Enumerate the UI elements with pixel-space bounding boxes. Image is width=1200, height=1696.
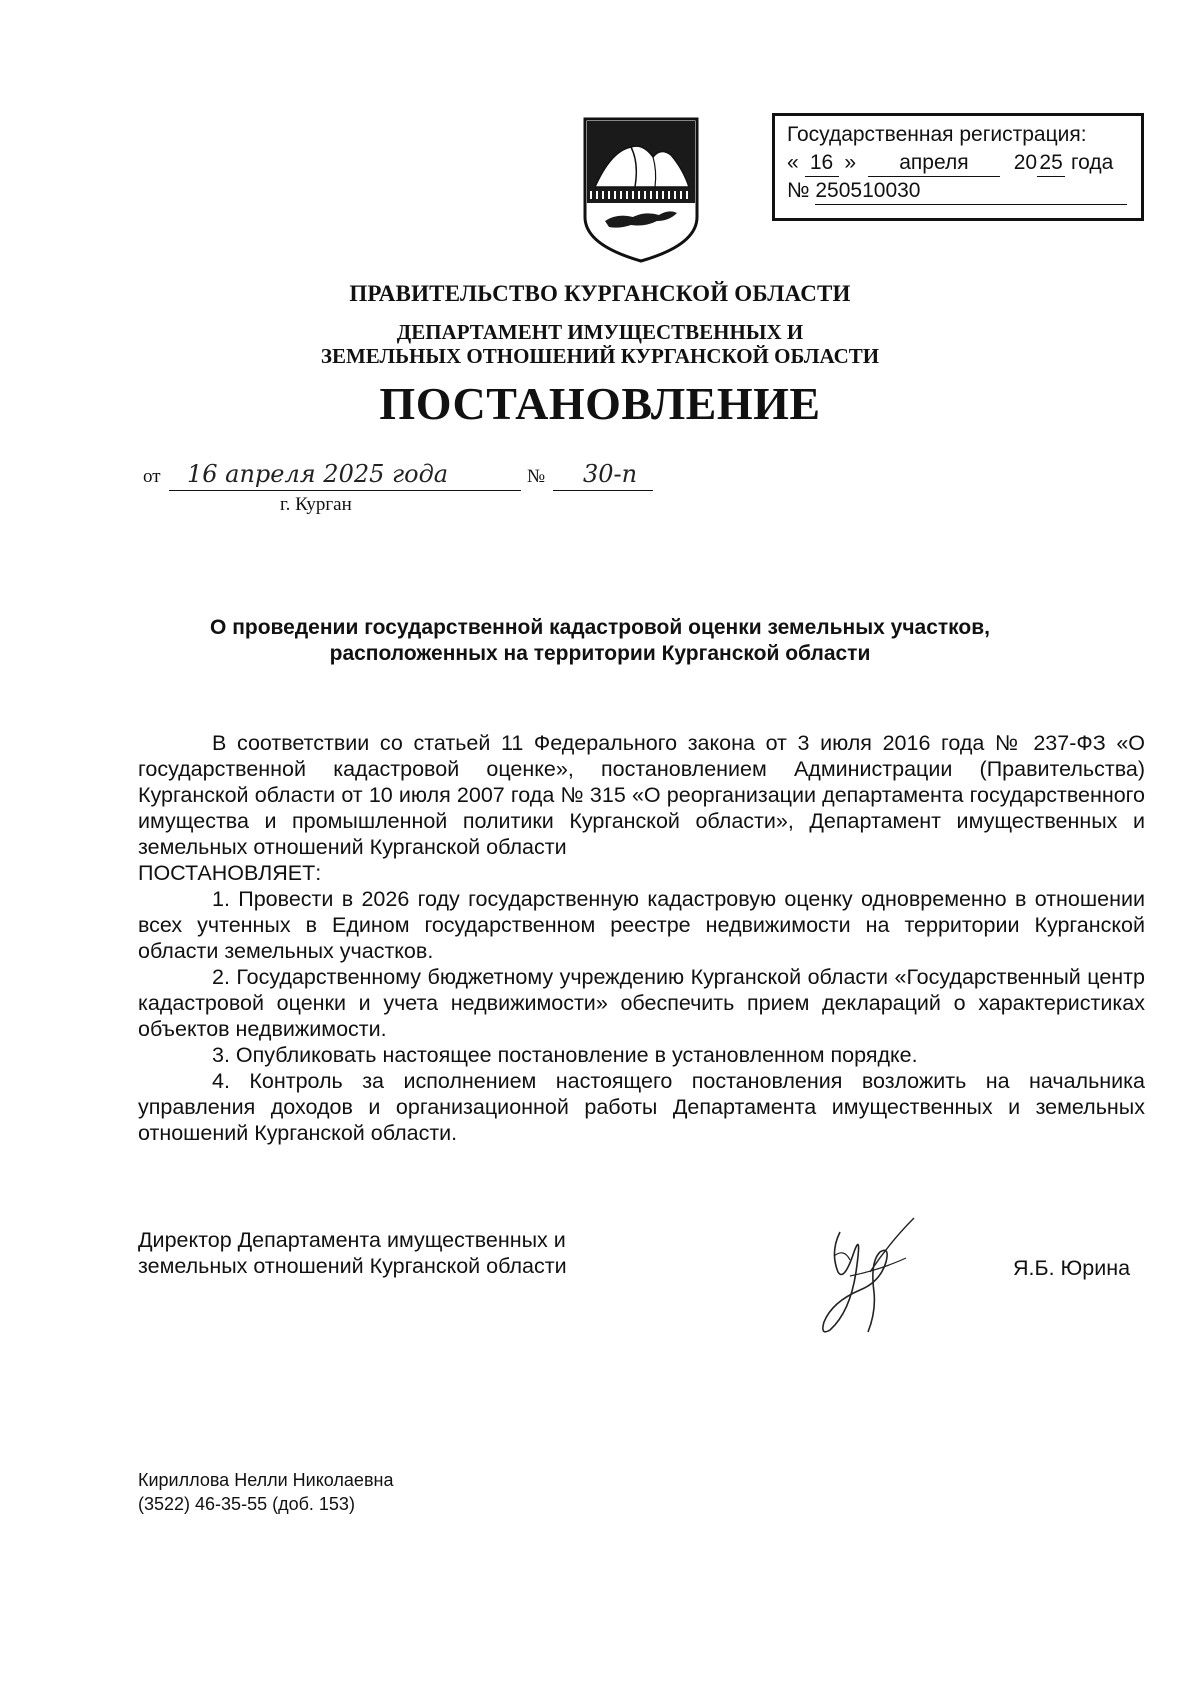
decree-item-3: 3. Опубликовать настоящее постановление в установленном порядке. bbox=[212, 1043, 918, 1067]
registration-day-open-quote: « bbox=[787, 151, 799, 174]
contact-person-name: Кириллова Нелли Николаевна bbox=[138, 1470, 394, 1490]
contact-phone: (3522) 46-35-55 (доб. 153) bbox=[138, 1494, 355, 1514]
handwritten-date: 16 апреля 2025 года bbox=[187, 460, 449, 488]
registration-number-line bbox=[787, 178, 1137, 204]
registration-year-suffix: 25 bbox=[1037, 150, 1065, 177]
signatory-position-line2: земельных отношений Курганской области bbox=[138, 1254, 567, 1278]
registration-year-prefix: 20 bbox=[1013, 151, 1038, 174]
handwritten-number: 30-п bbox=[583, 460, 638, 488]
number-underline bbox=[553, 490, 653, 491]
document-body bbox=[138, 730, 1145, 1146]
preamble-paragraph: В соответствии со статьей 11 Федерального закона от 3 июля 2016 года № 237-ФЗ «О государственной кадастровой оценке», постановлением Администрации (Правительства) Курганской области от 10 июля 2007 года № 315 «О реорганизации департамента государственного имущества и промышленной политики Курганской области», Департамент имущественных и земельных отношений Курганской области bbox=[138, 731, 1145, 859]
decree-item-1: 1. Провести в 2026 году государственную кадастровую оценку одновременно в отношении всех учтенных в Едином государственном реестре недвижимости на территории Курганской области земельных участков. bbox=[138, 887, 1145, 963]
registration-month: апреля bbox=[868, 150, 1000, 177]
date-number-line bbox=[143, 460, 663, 500]
document-type-heading: ПОСТАНОВЛЕНИЕ bbox=[379, 378, 821, 429]
registration-year-word: года bbox=[1070, 151, 1114, 174]
document-title-line2: расположенных на территории Курганской области bbox=[329, 642, 871, 665]
registration-title: Государственная регистрация: bbox=[787, 123, 1087, 146]
government-heading: ПРАВИТЕЛЬСТВО КУРГАНСКОЙ ОБЛАСТИ bbox=[349, 281, 851, 306]
date-from-label: от bbox=[143, 466, 161, 487]
decree-item-4: 4. Контроль за исполнением настоящего постановления возложить на начальника управления доходов и организационной работы Департамента имущественных и земельных отношений Курганской области. bbox=[138, 1069, 1145, 1145]
document-title-line1: О проведении государственной кадастровой оценки земельных участков, bbox=[210, 616, 990, 639]
signatory-position-line1: Директор Департамента имущественных и bbox=[138, 1228, 566, 1252]
registration-day: 16 bbox=[805, 150, 839, 177]
city-label: г. Курган bbox=[280, 494, 352, 515]
department-heading-line2: ЗЕМЕЛЬНЫХ ОТНОШЕНИЙ КУРГАНСКОЙ ОБЛАСТИ bbox=[320, 344, 880, 368]
number-label: № bbox=[527, 466, 546, 487]
decree-word: ПОСТАНОВЛЯЕТ: bbox=[138, 861, 322, 885]
coat-of-arms-emblem bbox=[583, 117, 699, 263]
department-heading-line1: ДЕПАРТАМЕНТ ИМУЩЕСТВЕННЫХ И bbox=[396, 320, 804, 344]
signatory-name: Я.Б. Юрина bbox=[1013, 1256, 1131, 1280]
date-underline bbox=[169, 490, 521, 491]
registration-number-sign: № bbox=[787, 179, 810, 202]
registration-number: 250510030 bbox=[815, 178, 1127, 205]
registration-day-close-quote: » bbox=[844, 151, 857, 174]
registration-stamp-box bbox=[772, 113, 1144, 221]
handwritten-signature bbox=[810, 1212, 928, 1338]
decree-item-2: 2. Государственному бюджетному учреждению Курганской области «Государственный центр кадастровой оценки и учета недвижимости» обеспечить прием деклараций о характеристиках объектов недвижимости. bbox=[138, 965, 1145, 1041]
registration-date-line bbox=[787, 150, 1137, 176]
